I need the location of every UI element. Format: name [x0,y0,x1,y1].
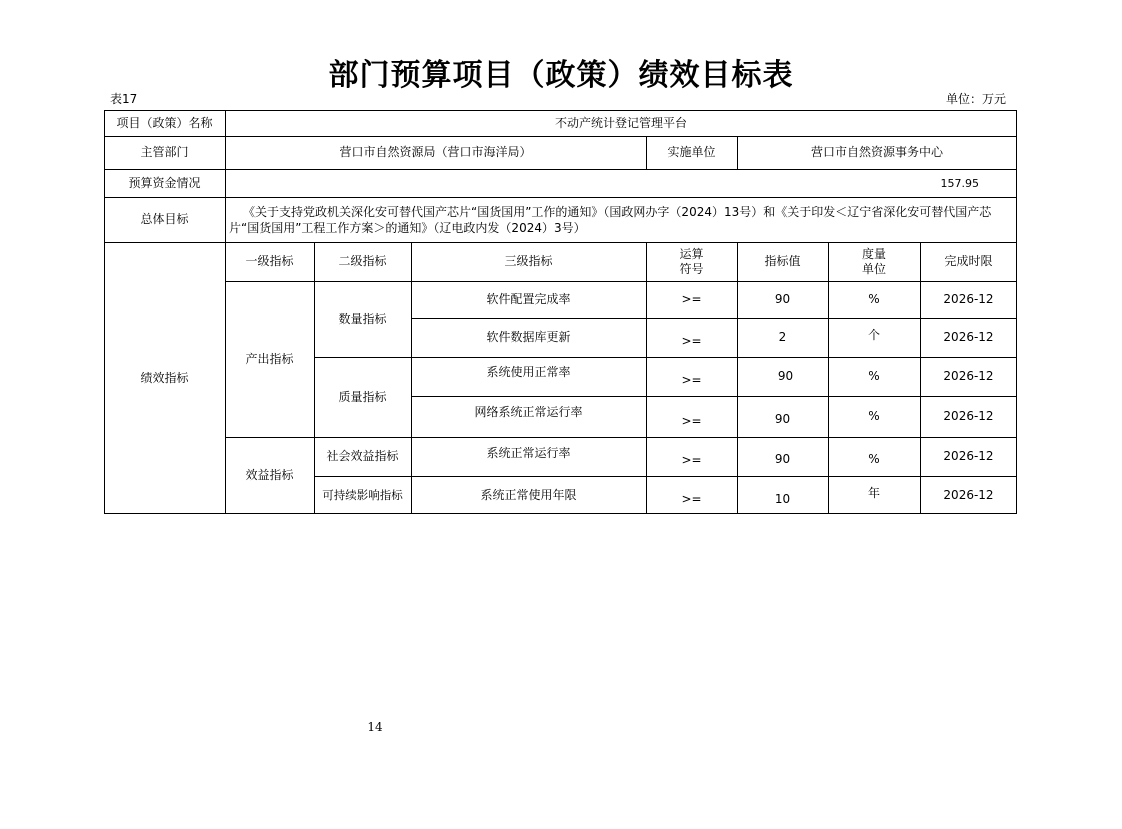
table-row-deadline: 2026-12 [943,449,994,463]
table-row-unit: 个 [867,328,880,342]
table-row-unit: % [868,452,880,466]
header-level1: 一级指标 [245,254,294,268]
header-level3: 三级指标 [504,254,553,268]
table-row-operator: >= [681,491,702,506]
level2-sustainable-impact: 可持续影响指标 [322,487,403,502]
table-row-value: 90 [774,452,791,466]
level2-quality: 质量指标 [338,389,387,404]
performance-indicators-label: 绩效指标 [140,370,189,385]
table-row-operator: >= [681,334,702,348]
header-operator-line1: 运算 [679,246,704,261]
dept-label: 主管部门 [140,145,189,159]
table-row-level3: 系统使用正常率 [486,365,571,379]
table-number: 表17 [110,92,138,106]
impl-unit-label: 实施单位 [667,145,716,159]
page-number: 14 [367,720,383,734]
table-row-operator: >= [681,453,702,467]
table-row-value: 2 [778,330,787,344]
table-row-level3: 系统正常运行率 [486,446,571,460]
table-row-level3: 系统正常使用年限 [480,487,577,502]
table-row-operator: >= [681,292,702,306]
table-row-level3: 网络系统正常运行率 [474,405,583,419]
level1-output: 产出指标 [245,351,294,366]
table-row-value: 10 [774,491,791,506]
table-row-unit: % [868,292,880,306]
table-row-value: 90 [777,369,794,383]
table-row-deadline: 2026-12 [943,487,994,502]
impl-unit-value: 营口市自然资源事务中心 [810,145,943,159]
table-row-unit: % [868,369,880,383]
project-name-value: 不动产统计登记管理平台 [554,115,687,130]
table-row-unit: 年 [867,485,880,500]
unit-label: 单位：万元 [946,92,1007,106]
level1-benefit: 效益指标 [245,468,294,482]
table-row-level3: 软件数据库更新 [486,330,571,344]
table-row-deadline: 2026-12 [943,292,994,306]
header-unit-line2: 单位 [861,261,886,276]
level2-quantity: 数量指标 [338,311,387,326]
table-row-value: 90 [774,412,791,426]
project-name-label: 项目（政策）名称 [116,115,213,130]
table-row-deadline: 2026-12 [943,409,994,423]
header-value: 指标值 [764,254,801,268]
header-unit [828,242,920,281]
header-operator [646,242,737,281]
header-operator-line2: 符号 [679,261,704,276]
header-deadline: 完成时限 [944,254,993,268]
table-row-deadline: 2026-12 [943,330,994,344]
budget-value: 157.95 [940,176,979,190]
table-row-operator: >= [681,414,702,428]
table-row-value: 90 [774,292,791,306]
overall-goal-label: 总体目标 [140,212,189,226]
table-row-unit: % [868,409,880,423]
table-row-level3: 软件配置完成率 [486,292,571,306]
overall-goal-value: 《关于支持党政机关深化安可替代国产芯片“国货国用”工作的通知》（国政网办字（2024）13号）和《关于印发＜辽宁省深化安可替代国产芯片“国货国用”工程工作方案＞的通知》（辽电政内发（2024）3号） [229,205,992,235]
document-title: 部门预算项目（政策）绩效目标表 [328,58,794,93]
dept-value: 营口市自然资源局（营口市海洋局） [339,145,532,159]
level2-social-benefit: 社会效益指标 [326,449,399,463]
header-level2: 二级指标 [338,254,387,268]
header-unit-line1: 度量 [861,246,886,261]
budget-label: 预算资金情况 [128,175,201,190]
table-row-operator: >= [681,373,702,387]
table-row-deadline: 2026-12 [943,369,994,383]
